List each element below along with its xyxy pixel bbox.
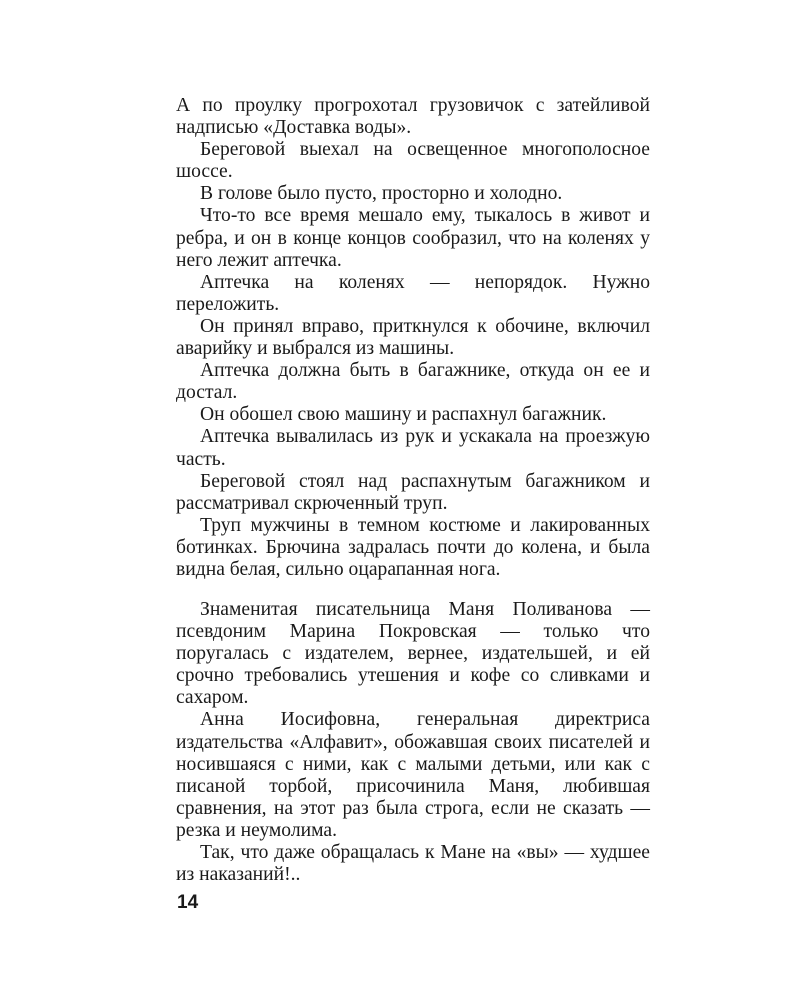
paragraph: Аптечка вывалилась из рук и ускакала на проезжую часть.: [176, 426, 650, 470]
paragraph: Он обошел свою машину и распахнул багажник.: [200, 404, 607, 426]
paragraph: Аптечка на коленях — непорядок. Нужно переложить.: [176, 271, 650, 315]
text-section-two: [176, 599, 650, 886]
paragraph: А по проулку прогрохотал грузовичок с затейливой надписью «Доставка воды».: [176, 95, 650, 139]
paragraph: В голове было пусто, просторно и холодно.: [200, 183, 563, 205]
paragraph: Знаменитая писательница Маня Поливанова — псевдоним Марина Покровская — только что поругалась с издателем, вернее, издательшей, и ей срочно требовались утешения и кофе со сливками и сахаром.: [176, 599, 650, 709]
paragraph: Береговой стоял над распахнутым багажником и рассматривал скрюченный труп.: [176, 470, 650, 514]
paragraph: Труп мужчины в темном костюме и лакированных ботинках. Брючина задралась почти до колена, и была видна белая, сильно оцарапанная нога.: [176, 514, 650, 580]
paragraph: Береговой выехал на освещенное многополосное шоссе.: [176, 139, 650, 183]
page-number: 14: [177, 892, 199, 913]
paragraph: Анна Иосифовна, генеральная директриса издательства «Алфавит», обожавшая своих писателей и носившаяся с ними, как с малыми детьми, или как с писаной торбой, присочинила Маня, любившая сравнения, на этот раз была строга, если не сказать — резка и неумолима.: [176, 709, 650, 841]
paragraph: Что-то все время мешало ему, тыкалось в живот и ребра, и он в конце концов сообразил, что на коленях у него лежит аптечка.: [176, 205, 650, 271]
paragraph: Так, что даже обращалась к Мане на «вы» — худшее из наказаний!..: [176, 842, 650, 886]
paragraph: Аптечка должна быть в багажнике, откуда он ее и достал.: [176, 360, 650, 404]
text-section-one: [176, 95, 650, 581]
paragraph: Он принял вправо, приткнулся к обочине, включил аварийку и выбрался из машины.: [176, 315, 650, 360]
